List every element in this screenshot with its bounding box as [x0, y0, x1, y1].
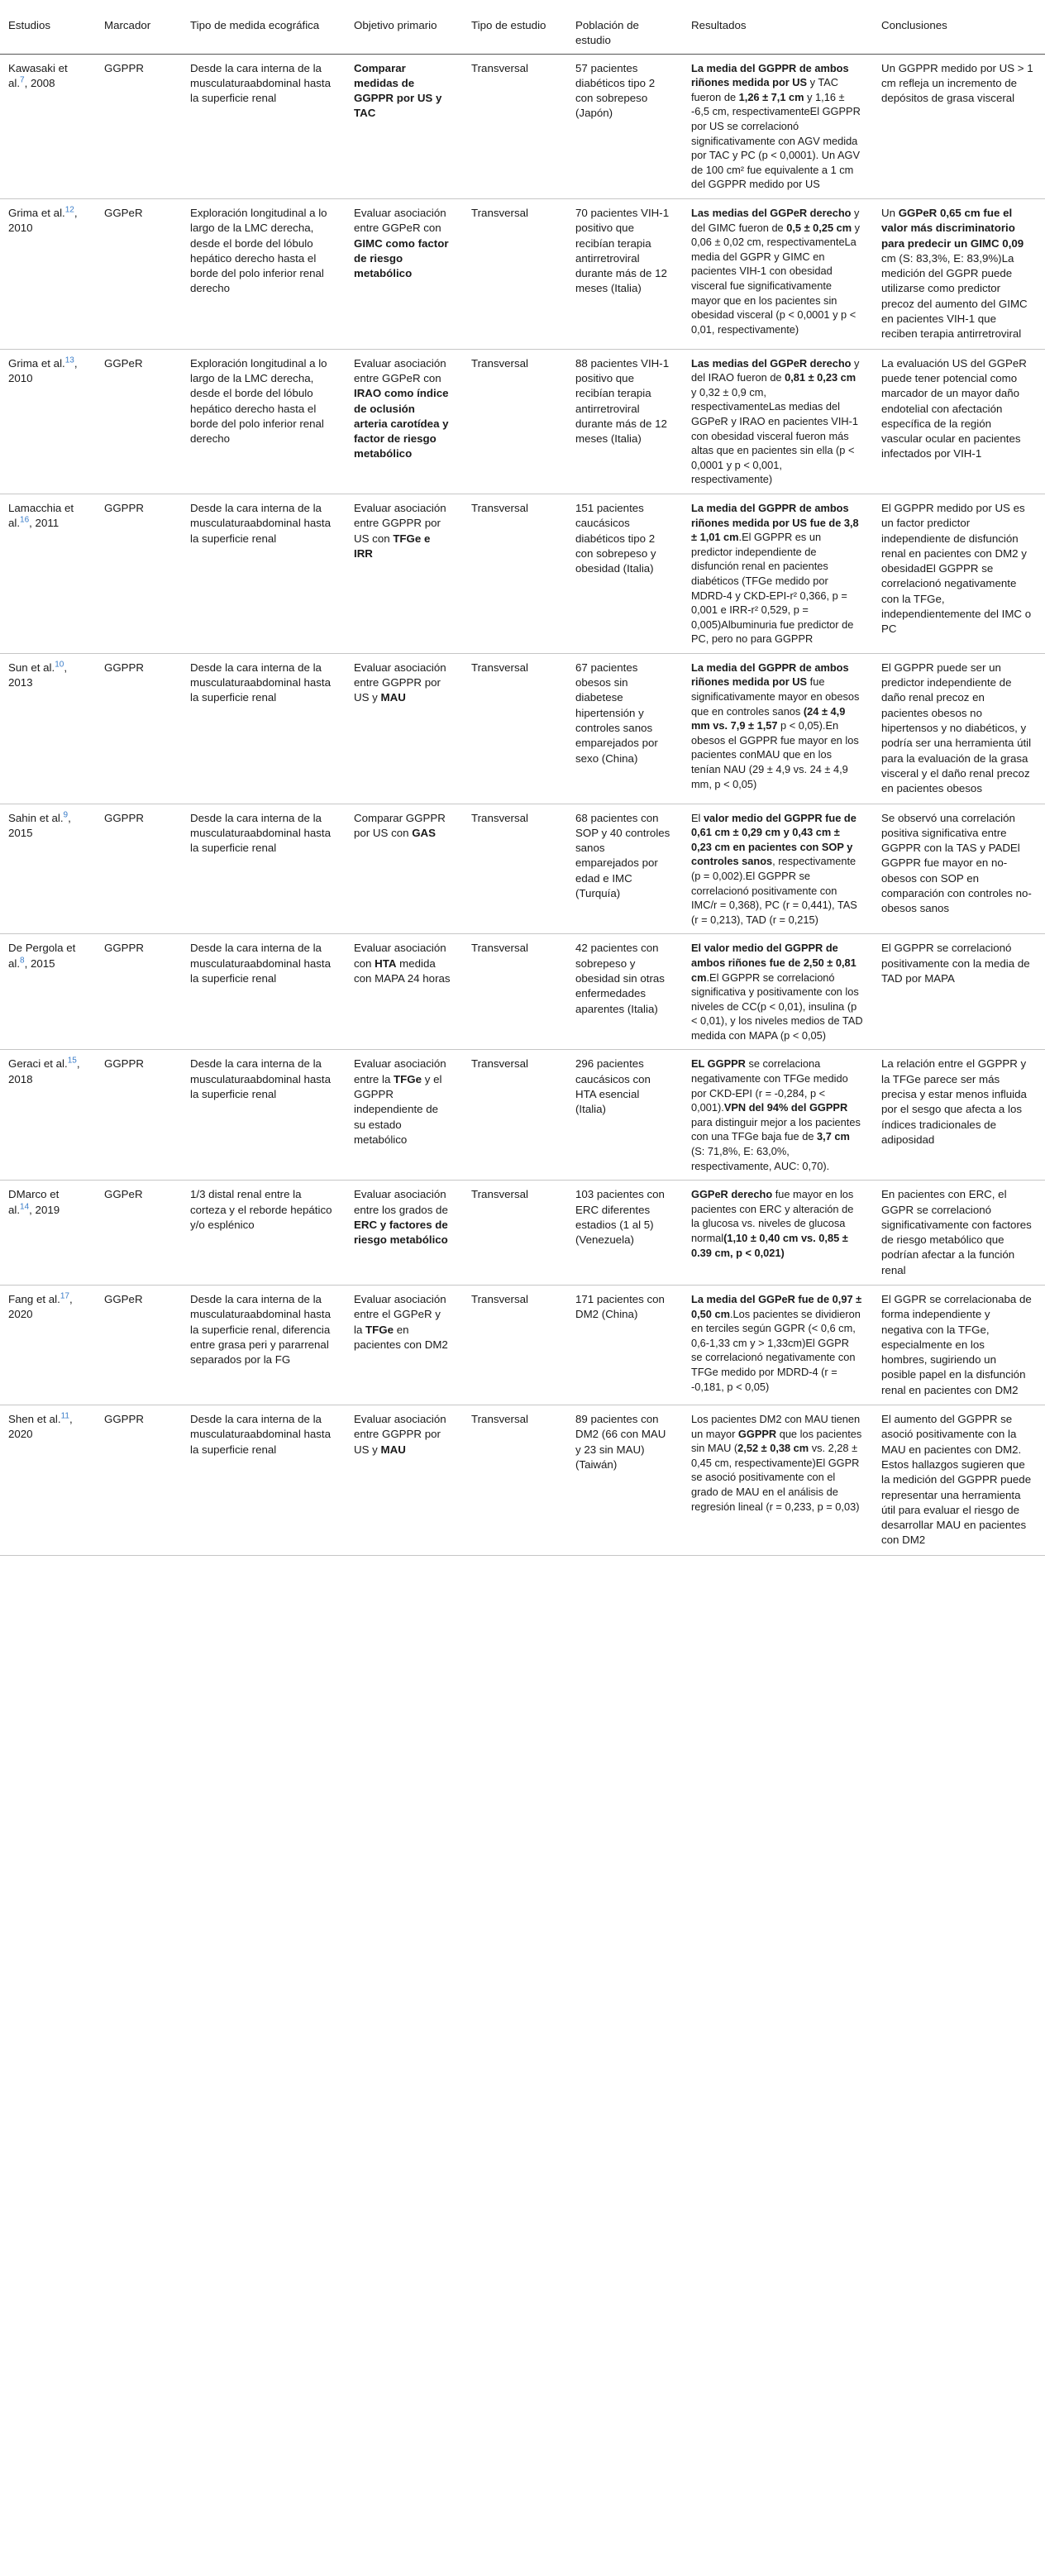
results-cell-segment: (1,10 ± 0,40 cm vs. 0,85 ± 0.39 cm, p < 0,021): [691, 1232, 848, 1259]
marker-cell: GGPPR: [96, 653, 182, 804]
objective-cell-segment: TFGe: [394, 1072, 422, 1085]
objective-cell: [346, 934, 463, 1050]
results-cell-segment: y del GIMC fueron de: [691, 206, 860, 234]
measure-cell: Exploración longitudinal a lo largo de la LMC derecha, desde el borde del lóbulo hepático derecho hasta el borde del polo inferior renal derecho: [182, 349, 346, 494]
study-year: , 2020: [8, 1293, 73, 1321]
objective-cell: [346, 54, 463, 198]
results-cell: [683, 54, 873, 198]
objective-cell-segment: TFGe: [365, 1323, 394, 1336]
results-cell-segment: Las medias del GGPeR derecho: [691, 356, 852, 370]
study-type-cell: Transversal: [463, 1050, 567, 1181]
conclusions-cell-segment: El GGPR se correlacionaba de forma independiente y negativa con la TFGe, especialmente en los hombres, sugiriendo un posible papel en la disfunción renal en pacientes con DM2: [881, 1293, 1032, 1396]
study-year: , 2018: [8, 1057, 80, 1085]
objective-cell: [346, 1405, 463, 1556]
objective-cell-segment: GIMC como factor de riesgo metabólico: [354, 236, 449, 280]
conclusions-cell: [873, 54, 1045, 198]
population-cell: 57 pacientes diabéticos tipo 2 con sobrepeso (Japón): [567, 54, 683, 198]
conclusions-cell-segment: El GGPPR puede ser un predictor independiente de daño renal precoz en pacientes obesos no hipertensos y no diabéticos, y podría ser una herramienta útil para la evaluación de la grasa visceral y el daño renal precoz en pacientes obesos: [881, 661, 1032, 795]
table-row: [0, 1050, 1045, 1181]
study-year: , 2010: [8, 206, 78, 235]
study-cell: [0, 1286, 96, 1405]
results-cell-segment: y del IRAO fueron de: [691, 356, 860, 384]
results-cell-segment: para distinguir mejor a los pacientes con una TFGe baja fue de: [691, 1115, 861, 1143]
results-cell-segment: La media del GGPPR de ambos riñones medida por US: [691, 661, 849, 689]
objective-cell-segment: Evaluar asociación entre la: [354, 1057, 446, 1085]
results-cell-segment: (S: 71,8%, E: 63,0%, respectivamente, AUC: 0,70).: [691, 1145, 830, 1172]
results-cell-segment: 2,52 ± 0,38 cm: [737, 1442, 809, 1455]
conclusions-cell-segment: El aumento del GGPPR se asoció positivamente con la MAU en pacientes con DM2. Estos hallazgos sugieren que la medición del GGPPR puede representar una herramienta útil para evaluar el riesgo de desarrollar MAU en pacientes con DM2: [881, 1413, 1032, 1547]
results-cell: [683, 1286, 873, 1405]
population-cell: 103 pacientes con ERC diferentes estadios (1 al 5) (Venezuela): [567, 1181, 683, 1286]
results-cell: [683, 494, 873, 653]
results-cell-segment: .Los pacientes se dividieron en terciles según GGPR (< 0,6 cm, 0,6-1,33 cm y > 1,33cm)El GGPR se correlacionó negativamente con TFGe medido por MDRD-4 (r = -0,181, p < 0,05): [691, 1307, 861, 1393]
header-row: [0, 0, 1045, 54]
conclusions-cell: [873, 198, 1045, 349]
results-cell-segment: p < 0,05).En obesos el GGPPR fue mayor en los pacientes conMAU que en los tenían NAU (29 ± 4,9 vs. 24 ± 4,9 mm, p < 0,05): [691, 719, 859, 790]
study-year: , 2019: [29, 1203, 60, 1216]
objective-cell-segment: IRAO como índice de oclusión arteria carotídea y factor de riesgo metabólico: [354, 387, 449, 460]
objective-cell-segment: Evaluar asociación entre los grados de: [354, 1188, 448, 1216]
study-year: , 2010: [8, 356, 78, 384]
results-cell-segment: El valor medio del GGPPR de ambos riñones fue de 2,50 ± 0,81 cm: [691, 942, 857, 984]
objective-cell: [346, 494, 463, 653]
study-cell: [0, 653, 96, 804]
study-author: Sahin et al.: [8, 811, 64, 824]
results-cell-segment: Los pacientes DM2 con MAU tienen un mayor: [691, 1413, 861, 1440]
study-type-cell: Transversal: [463, 54, 567, 198]
study-type-cell: Transversal: [463, 494, 567, 653]
marker-cell: GGPPR: [96, 494, 182, 653]
measure-cell: Desde la cara interna de la musculaturaabdominal hasta la superficie renal: [182, 804, 346, 934]
study-author: DMarco et al.: [8, 1188, 60, 1216]
reference-link[interactable]: 12: [64, 205, 74, 215]
col-header-tipo-estudio: Tipo de estudio: [463, 0, 567, 54]
objective-cell-segment: GAS: [412, 826, 437, 839]
objective-cell: [346, 349, 463, 494]
conclusions-cell: [873, 1405, 1045, 1556]
study-author: Kawasaki et al.: [8, 61, 68, 89]
measure-cell: Desde la cara interna de la musculaturaabdominal hasta la superficie renal: [182, 934, 346, 1050]
results-cell: [683, 934, 873, 1050]
marker-cell: GGPeR: [96, 349, 182, 494]
results-cell-segment: valor medio del GGPPR fue de 0,61 cm ± 0,29 cm y 0,43 cm ± 0,23 cm en pacientes con SOP y controles sanos: [691, 811, 857, 868]
conclusions-cell-segment: La evaluación US del GGPeR puede tener potencial como marcador de un mayor daño endotelial con afectación específica de la región vascular ocular en pacientes infectados por VIH-1: [881, 356, 1027, 460]
reference-link[interactable]: 10: [55, 660, 64, 670]
study-year: , 2013: [8, 661, 68, 689]
results-cell-segment: La media del GGPPR de ambos riñones medida por US fue de 3,8 ± 1,01 cm: [691, 501, 859, 544]
col-header-marcador: Marcador: [96, 0, 182, 54]
objective-cell-segment: Comparar medidas de GGPPR por US y TAC: [354, 61, 442, 120]
objective-cell-segment: Evaluar asociación entre GGPPR por US y: [354, 1413, 446, 1456]
objective-cell-segment: ERC y factores de riesgo metabólico: [354, 1218, 448, 1247]
col-header-objetivo: Objetivo primario: [346, 0, 463, 54]
marker-cell: GGPeR: [96, 1181, 182, 1286]
study-author: Shen et al.: [8, 1413, 61, 1426]
results-cell-segment: (24 ± 4,9 mm vs. 7,9 ± 1,57: [691, 704, 846, 732]
measure-cell: Desde la cara interna de la musculaturaabdominal hasta la superficie renal: [182, 494, 346, 653]
population-cell: 68 pacientes con SOP y 40 controles sanos emparejados por edad e IMC (Turquía): [567, 804, 683, 934]
col-header-conclusiones: Conclusiones: [873, 0, 1045, 54]
objective-cell-segment: Evaluar asociación entre GGPeR con: [354, 206, 446, 235]
objective-cell: [346, 804, 463, 934]
study-cell: [0, 804, 96, 934]
results-cell-segment: VPN del 94% del GGPPR: [723, 1101, 848, 1114]
reference-link[interactable]: 14: [20, 1202, 30, 1212]
objective-cell-segment: MAU: [380, 1443, 406, 1456]
marker-cell: GGPPR: [96, 1050, 182, 1181]
study-type-cell: Transversal: [463, 198, 567, 349]
objective-cell-segment: HTA: [375, 956, 397, 970]
table-row: [0, 198, 1045, 349]
population-cell: 67 pacientes obesos sin diabetese hipertensión y controles sanos emparejados por sexo (China): [567, 653, 683, 804]
study-author: Geraci et al.: [8, 1057, 68, 1071]
col-header-tipo-medida: Tipo de medida ecográfica: [182, 0, 346, 54]
results-cell-segment: y 0,32 ± 0,9 cm, respectivamenteLas medias del GGPeR y IRAO en pacientes VIH-1 con obesidad visceral fueron más altas que en pacientes sin ella (p < 0,0001 y p < 0,001, respectivamente): [691, 385, 858, 486]
conclusions-cell-segment: Un: [881, 206, 899, 219]
marker-cell: GGPPR: [96, 934, 182, 1050]
reference-link[interactable]: 9: [63, 810, 69, 820]
study-type-cell: Transversal: [463, 1181, 567, 1286]
results-cell-segment: GGPPR: [737, 1427, 777, 1440]
study-year: , 2015: [8, 811, 71, 839]
population-cell: 89 pacientes con DM2 (66 con MAU y 23 sin MAU) (Taiwán): [567, 1405, 683, 1556]
measure-cell: Desde la cara interna de la musculaturaabdominal hasta la superficie renal: [182, 653, 346, 804]
conclusions-cell: [873, 1181, 1045, 1286]
study-cell: [0, 198, 96, 349]
objective-cell-segment: Evaluar asociación entre el GGPeR y la: [354, 1293, 446, 1336]
conclusions-cell-segment: El GGPPR se correlacionó positivamente con la media de TAD por MAPA: [881, 942, 1030, 985]
conclusions-cell-segment: La relación entre el GGPPR y la TFGe parece ser más precisa y estar menos influida por el sesgo que afecta a los índices tradicionales de adiposidad: [881, 1057, 1027, 1146]
objective-cell-segment: Evaluar asociación entre GGPPR por US y: [354, 661, 446, 704]
col-header-poblacion: Población de estudio: [567, 0, 683, 54]
results-cell-segment: La media del GGPPR de ambos riñones medida por US: [691, 61, 849, 89]
results-cell-segment: fue significativamente mayor en obesos que en controles sanos: [691, 675, 860, 718]
marker-cell: GGPeR: [96, 198, 182, 349]
objective-cell-segment: TFGe e IRR: [354, 532, 431, 560]
population-cell: 42 pacientes con sobrepeso y obesidad sin otras enfermedades aparentes (Italia): [567, 934, 683, 1050]
measure-cell: Desde la cara interna de la musculaturaabdominal hasta la superficie renal, diferencia entre grasa peri y pararrenal separados por la FG: [182, 1286, 346, 1405]
study-type-cell: Transversal: [463, 804, 567, 934]
table-row: [0, 1181, 1045, 1286]
results-cell-segment: La media del GGPeR fue de 0,97 ± 0,50 cm: [691, 1293, 862, 1320]
marker-cell: GGPPR: [96, 804, 182, 934]
study-cell: [0, 934, 96, 1050]
study-author: Sun et al.: [8, 661, 55, 674]
conclusions-cell: [873, 1050, 1045, 1181]
results-cell-segment: 3,7 cm: [817, 1130, 850, 1143]
results-cell-segment: .El GGPPR se correlacionó significativa y positivamente con los niveles de CC(p < 0,01), insulina (p < 0,01), y los niveles medios de TAD medida con MAPA (p < 0,05): [691, 971, 863, 1042]
results-cell-segment: .El GGPPR es un predictor independiente de disfunción renal en pacientes diabéticos (TFGe medido por MDRD-4 y CKD-EPI-r² 0,366, p = 0,001 e IRR-r² 0,529, p = 0,005)Albuminuria fue predictor de PC, pero no para GGPPR: [691, 531, 854, 646]
results-cell: [683, 1181, 873, 1286]
population-cell: 151 pacientes caucásicos diabéticos tipo 2 con sobrepeso y obesidad (Italia): [567, 494, 683, 653]
study-author: Lamacchia et al.: [8, 501, 74, 530]
results-cell-segment: EL GGPPR: [691, 1057, 746, 1071]
study-type-cell: Transversal: [463, 934, 567, 1050]
reference-link[interactable]: 7: [20, 75, 25, 85]
measure-cell: 1/3 distal renal entre la corteza y el reborde hepático y/o esplénico: [182, 1181, 346, 1286]
conclusions-cell-segment: GGPeR 0,65 cm fue el valor más discriminatorio para predecir un GIMC 0,09: [881, 206, 1024, 250]
population-cell: 70 pacientes VIH-1 positivo que recibían terapia antirretroviral durante más de 12 meses (Italia): [567, 198, 683, 349]
population-cell: 171 pacientes con DM2 (China): [567, 1286, 683, 1405]
results-cell-segment: que los pacientes sin MAU (: [691, 1427, 862, 1455]
conclusions-cell-segment: cm (S: 83,3%, E: 83,9%)La medición del GGPR puede utilizarse como predictor precoz del aumento del GIMC en pacientes VIH-1 que reciben terapia antirretroviral: [881, 251, 1028, 341]
objective-cell-segment: Evaluar asociación con: [354, 942, 446, 970]
conclusions-cell: [873, 653, 1045, 804]
results-cell-segment: y TAC fueron de: [691, 76, 839, 103]
study-cell: [0, 494, 96, 653]
marker-cell: GGPeR: [96, 1286, 182, 1405]
study-type-cell: Transversal: [463, 1286, 567, 1405]
table-row: [0, 54, 1045, 198]
measure-cell: Desde la cara interna de la musculaturaabdominal hasta la superficie renal: [182, 1405, 346, 1556]
table-row: [0, 494, 1045, 653]
conclusions-cell: [873, 349, 1045, 494]
conclusions-cell: [873, 1286, 1045, 1405]
measure-cell: Exploración longitudinal a lo largo de la LMC derecha, desde el borde del lóbulo hepático derecho hasta el borde del polo inferior renal derecho: [182, 198, 346, 349]
study-cell: [0, 1405, 96, 1556]
study-year: , 2020: [8, 1413, 73, 1441]
study-author: Grima et al.: [8, 356, 65, 370]
objective-cell-segment: MAU: [380, 691, 406, 704]
results-cell-segment: y 0,06 ± 0,02 cm, respectivamenteLa media del GGPR y GIMC en pacientes VIH-1 con obesidad visceral fue significativamente mayor que en los pacientes sin obesidad visceral (p < 0,0001 y p < 0,01, respectivamente): [691, 221, 861, 336]
results-cell-segment: Las medias del GGPeR derecho: [691, 206, 852, 219]
study-type-cell: Transversal: [463, 653, 567, 804]
objective-cell-segment: Evaluar asociación entre GGPPR por US con: [354, 501, 446, 545]
objective-cell: [346, 198, 463, 349]
reference-link[interactable]: 17: [60, 1291, 69, 1301]
conclusions-cell-segment: Se observó una correlación positiva significativa entre GGPPR con la TAS y PADEl GGPPR fue mayor en no-obesos con SOP en comparación con controles no-obesos sanos: [881, 811, 1032, 915]
study-type-cell: Transversal: [463, 349, 567, 494]
study-author: Grima et al.: [8, 206, 65, 219]
population-cell: 88 pacientes VIH-1 positivo que recibían terapia antirretroviral durante más de 12 meses (Italia): [567, 349, 683, 494]
results-cell-segment: vs. 2,28 ± 0,45 cm, respectivamente)El GGPR se asoció positivamente con el grado de MAU en el análisis de regresión lineal (r = 0,233, p = 0,03): [691, 1442, 860, 1513]
conclusions-cell-segment: El GGPPR medido por US es un factor predictor independiente de disfunción renal en pacientes con DM2 y obesidadEl GGPPR se correlacionó negativamente con la TFGe, independientemente del IMC o PC: [881, 501, 1032, 636]
reference-link[interactable]: 13: [64, 355, 74, 365]
marker-cell: GGPPR: [96, 54, 182, 198]
objective-cell-segment: Comparar GGPPR por US con: [354, 811, 446, 839]
objective-cell-segment: y el GGPPR independiente de su estado metabólico: [354, 1072, 442, 1146]
conclusions-cell: [873, 804, 1045, 934]
results-cell-segment: 1,26 ± 7,1 cm: [738, 90, 804, 103]
study-author: Fang et al.: [8, 1293, 60, 1305]
results-cell-segment: GGPeR derecho: [691, 1188, 773, 1201]
objective-cell-segment: Evaluar asociación entre GGPeR con: [354, 356, 446, 384]
objective-cell: [346, 653, 463, 804]
results-cell: [683, 1050, 873, 1181]
results-cell-segment: El: [691, 811, 704, 824]
col-header-estudios: Estudios: [0, 0, 96, 54]
results-cell: [683, 1405, 873, 1556]
conclusions-cell-segment: Un GGPPR medido por US > 1 cm refleja un incremento de depósitos de grasa visceral: [881, 61, 1033, 105]
study-author: De Pergola et al.: [8, 942, 76, 970]
conclusions-cell: [873, 934, 1045, 1050]
results-cell: [683, 653, 873, 804]
results-cell-segment: y 1,16 ± -6,5 cm, respectivamenteEl GGPPR por US se correlacionó significativamente con AGV medida por TAC y PC (p < 0,0001). Un AGV de 100 cm² fue equivalente a 1 cm del GGPPR medido por US: [691, 90, 861, 191]
objective-cell: [346, 1286, 463, 1405]
study-type-cell: Transversal: [463, 1405, 567, 1556]
results-cell: [683, 349, 873, 494]
results-cell-segment: 0,5 ± 0,25 cm: [786, 221, 852, 234]
reference-link[interactable]: 15: [67, 1057, 77, 1066]
study-year: , 2008: [24, 76, 55, 89]
results-cell-segment: , respectivamente (p = 0,002).El GGPPR se correlacionó positivamente con IMC/r = 0,368), PC (r = 0,441), TAS (r = 0,213), TAD (r = 0,215): [691, 855, 857, 926]
results-cell-segment: fue mayor en los pacientes con ERC y alteración de la glucosa vs. niveles de glucosa normal: [691, 1188, 854, 1244]
conclusions-cell-segment: En pacientes con ERC, el GGPR se correlacionó significativamente con factores de riesgo metabólico que podrían afectar a la función renal: [881, 1188, 1032, 1276]
objective-cell-segment: en pacientes con DM2: [354, 1323, 448, 1351]
study-cell: [0, 1181, 96, 1286]
reference-link[interactable]: 16: [20, 515, 30, 525]
measure-cell: Desde la cara interna de la musculaturaabdominal hasta la superficie renal: [182, 1050, 346, 1181]
objective-cell: [346, 1181, 463, 1286]
study-cell: [0, 54, 96, 198]
marker-cell: GGPPR: [96, 1405, 182, 1556]
col-header-resultados: Resultados: [683, 0, 873, 54]
table-row: [0, 653, 1045, 804]
table-row: [0, 1405, 1045, 1556]
population-cell: 296 pacientes caucásicos con HTA esencial (Italia): [567, 1050, 683, 1181]
results-cell: [683, 198, 873, 349]
table-row: [0, 804, 1045, 934]
study-cell: [0, 1050, 96, 1181]
objective-cell-segment: medida con MAPA 24 horas: [354, 956, 451, 985]
results-cell: [683, 804, 873, 934]
study-year: , 2015: [24, 956, 55, 970]
objective-cell: [346, 1050, 463, 1181]
reference-link[interactable]: 8: [20, 956, 25, 966]
table-row: [0, 349, 1045, 494]
measure-cell: Desde la cara interna de la musculaturaabdominal hasta la superficie renal: [182, 54, 346, 198]
study-cell: [0, 349, 96, 494]
conclusions-cell: [873, 494, 1045, 653]
study-year: , 2011: [29, 517, 60, 530]
results-cell-segment: 0,81 ± 0,23 cm: [785, 371, 857, 384]
reference-link[interactable]: 11: [60, 1411, 69, 1421]
table-row: [0, 934, 1045, 1050]
results-cell-segment: se correlaciona negativamente con TFGe medido por CKD-EPI (r = -0,284, p < 0,001).: [691, 1057, 848, 1114]
table-row: [0, 1286, 1045, 1405]
